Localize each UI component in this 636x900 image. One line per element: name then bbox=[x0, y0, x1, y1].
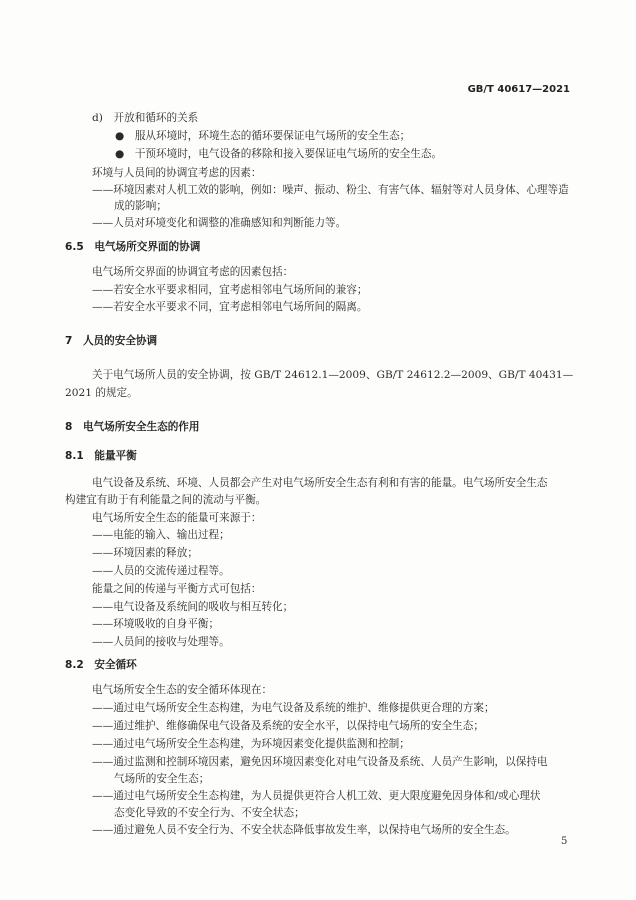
section-heading-8-2: 8.2 安全循环 bbox=[65, 659, 137, 671]
paragraph-intro: 电气场所安全生态的安全循环体现在： bbox=[92, 684, 273, 696]
dash-item: ——环境吸收的自身平衡； bbox=[92, 618, 220, 630]
dash-item: ——通过维护、维修确保电气设备及系统的安全水平，以保持电气场所的安全生态； bbox=[92, 720, 484, 732]
dash-item-continuation: 气场所的安全生态； bbox=[114, 773, 210, 785]
section-heading-6-5: 6.5 电气场所交界面的协调 bbox=[65, 241, 201, 253]
dash-item: ——通过避免人员不安全行为、不安全状态降低事故发生率，以保持电气场所的安全生态。 bbox=[92, 824, 516, 836]
dash-item: ——通过监测和控制环境因素，避免因环境因素变化对电气设备及系统、人员产生影响，以保持电 bbox=[92, 756, 548, 768]
paragraph-intro: 电气场所安全生态的能量可来源于： bbox=[92, 512, 262, 524]
paragraph-intro: 能量之间的传递与平衡方式可包括： bbox=[92, 583, 262, 595]
paragraph-intro: 环境与人员间的协调宜考虑的因素： bbox=[92, 167, 262, 179]
section-heading-7: 7 人员的安全协调 bbox=[65, 335, 158, 347]
bullet-item: ● 服从环境时，环境生态的循环要保证电气场所的安全生态； bbox=[115, 130, 411, 142]
dash-item: ——人员对环境变化和调整的准确感知和判断能力等。 bbox=[92, 217, 347, 229]
list-item-d-title: d) 开放和循环的关系 bbox=[92, 112, 199, 124]
dash-item: ——通过电气场所安全生态构建，为环境因素变化提供监测和控制； bbox=[92, 738, 410, 750]
paragraph-line: 关于电气场所人员的安全协调，按 GB/T 24612.1—2009、GB/T 24612.2—2009、GB/T 40431— bbox=[92, 369, 574, 381]
paragraph-line: 电气设备及系统、环境、人员都会产生对电气场所安全生态有利和有害的能量。电气场所安全生态 bbox=[92, 477, 548, 489]
dash-item: ——人员的交流传递过程等。 bbox=[92, 565, 230, 577]
dash-item: ——电气设备及系统间的吸收与相互转化； bbox=[92, 601, 294, 613]
dash-item: ——人员间的接收与处理等。 bbox=[92, 636, 230, 648]
dash-item-continuation: 态变化导致的不安全行为、不安全状态； bbox=[114, 807, 305, 819]
dash-item: ——若安全水平要求不同，宜考虑相邻电气场所间的隔离。 bbox=[92, 301, 368, 313]
dash-item: ——若安全水平要求相同，宜考虑相邻电气场所间的兼容； bbox=[92, 284, 368, 296]
dash-item: ——环境因素对人机工效的影响，例如：噪声、振动、粉尘、有害气体、辐射等对人员身体、心理等造 bbox=[92, 184, 569, 196]
dash-item: ——电能的输入、输出过程； bbox=[92, 529, 230, 541]
dash-item: ——环境因素的释放； bbox=[92, 547, 198, 559]
page-number: 5 bbox=[561, 836, 568, 847]
paragraph-intro: 电气场所交界面的协调宜考虑的因素包括： bbox=[92, 266, 294, 278]
dash-item: ——通过电气场所安全生态构建，为电气设备及系统的维护、维修提供更合理的方案； bbox=[92, 702, 495, 714]
bullet-item: ● 干预环境时，电气设备的移除和接入要保证电气场所的安全生态。 bbox=[115, 148, 443, 160]
section-heading-8-1: 8.1 能量平衡 bbox=[65, 450, 137, 462]
paragraph-line: 2021 的规定。 bbox=[65, 387, 138, 399]
dash-item: ——通过电气场所安全生态构建，为人员提供更符合人机工效、更大限度避免因身体和/或心理状 bbox=[92, 790, 541, 802]
standard-number: GB/T 40617—2021 bbox=[467, 84, 570, 95]
paragraph-line: 构建宜有助于有利能量之间的流动与平衡。 bbox=[65, 494, 267, 506]
section-heading-8: 8 电气场所安全生态的作用 bbox=[65, 421, 200, 433]
dash-item-continuation: 成的影响； bbox=[114, 200, 167, 212]
